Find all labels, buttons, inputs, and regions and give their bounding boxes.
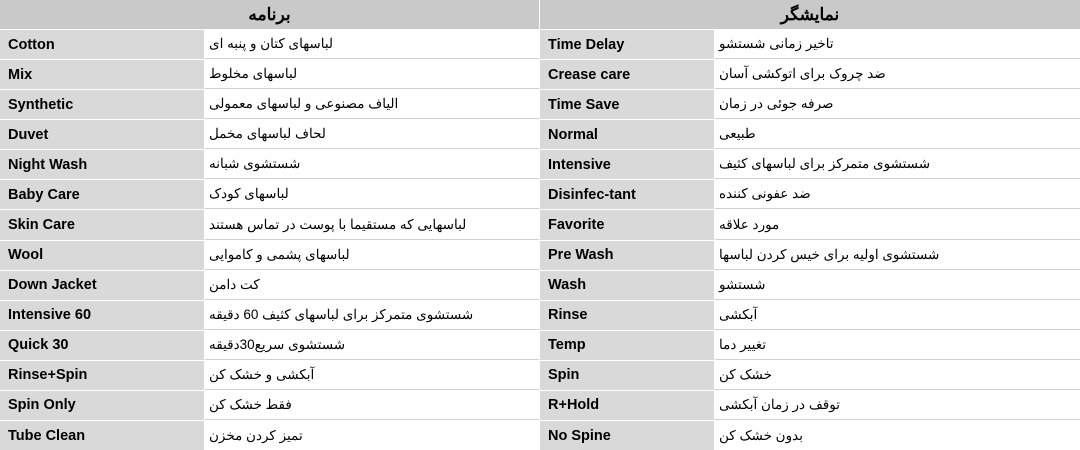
display-name: Time Delay (540, 30, 715, 59)
program-description: تمیز کردن مخزن (205, 421, 539, 450)
program-name: Wool (0, 241, 205, 270)
display-name: Time Save (540, 90, 715, 119)
table-row (540, 271, 1080, 301)
table-row (0, 331, 539, 361)
table-row (540, 241, 1080, 271)
display-name: Crease care (540, 60, 715, 89)
table-row (0, 421, 539, 450)
display-name: Temp (540, 331, 715, 360)
program-description: الیاف مصنوعی و لباسهای معمولی (205, 90, 539, 119)
program-description: لباسهای پشمی و کاموایی (205, 241, 539, 270)
display-description: ضد چروک برای اتوکشی آسان (715, 60, 1080, 89)
program-name: Synthetic (0, 90, 205, 119)
program-name: Down Jacket (0, 271, 205, 300)
program-name: Baby Care (0, 180, 205, 209)
program-name: Quick 30 (0, 331, 205, 360)
table-row (540, 30, 1080, 60)
program-description: شستشوی شبانه (205, 150, 539, 179)
table-row (540, 150, 1080, 180)
display-description: ضد عفونی کننده (715, 180, 1080, 209)
table-row (0, 271, 539, 301)
display-name: Rinse (540, 301, 715, 330)
display-description: بدون خشک کن (715, 421, 1080, 450)
table-row (540, 421, 1080, 450)
program-name: Duvet (0, 120, 205, 149)
table-row (0, 210, 539, 240)
program-name: Skin Care (0, 210, 205, 239)
program-name: Night Wash (0, 150, 205, 179)
program-name: Mix (0, 60, 205, 89)
program-description: لباسهای کتان و پنبه ای (205, 30, 539, 59)
program-name: Spin Only (0, 391, 205, 420)
display-description: صرفه جوئی در زمان (715, 90, 1080, 119)
display-name: R+Hold (540, 391, 715, 420)
program-description: شستشوی سریع30دقیقه (205, 331, 539, 360)
program-description: شستشوی متمرکز برای لباسهای کثیف 60 دقیقه (205, 301, 539, 330)
display-description: تاخیر زمانی شستشو (715, 30, 1080, 59)
display-name: Wash (540, 271, 715, 300)
table-row (540, 361, 1080, 391)
table-row (540, 301, 1080, 331)
display-name: Spin (540, 361, 715, 390)
display-name: Favorite (540, 210, 715, 239)
program-description: کت دامن (205, 271, 539, 300)
display-name: No Spine (540, 421, 715, 450)
display-description: توقف در زمان آبکشی (715, 391, 1080, 420)
display-description: مورد علاقه (715, 210, 1080, 239)
table-row (540, 60, 1080, 90)
program-description: آبکشی و خشک کن (205, 361, 539, 390)
program-rows (0, 30, 539, 450)
table-row (540, 331, 1080, 361)
display-name: Pre Wash (540, 241, 715, 270)
table-row (0, 361, 539, 391)
display-name: Intensive (540, 150, 715, 179)
table-row (540, 210, 1080, 240)
program-panel-header: برنامه (0, 0, 539, 30)
table-row (540, 391, 1080, 421)
program-name: Tube Clean (0, 421, 205, 450)
table-row (540, 90, 1080, 120)
table-row (0, 90, 539, 120)
display-panel-header: نمایشگر (540, 0, 1080, 30)
table-row (0, 150, 539, 180)
display-panel (540, 0, 1080, 450)
table-row (0, 30, 539, 60)
table-row (0, 60, 539, 90)
display-description: خشک کن (715, 361, 1080, 390)
display-description: شستشوی اولیه برای خیس کردن لباسها (715, 241, 1080, 270)
display-description: شستشو (715, 271, 1080, 300)
program-name: Intensive 60 (0, 301, 205, 330)
program-description: لحاف لباسهای مخمل (205, 120, 539, 149)
display-description: تغییر دما (715, 331, 1080, 360)
table-row (0, 120, 539, 150)
table-row (0, 241, 539, 271)
table-row (0, 301, 539, 331)
program-description: لباسهای مخلوط (205, 60, 539, 89)
display-description: شستشوی متمرکز برای لباسهای کثیف (715, 150, 1080, 179)
display-name: Normal (540, 120, 715, 149)
display-description: آبکشی (715, 301, 1080, 330)
program-description: لباسهایی که مستقیما با پوست در تماس هستند (205, 210, 539, 239)
program-name: Rinse+Spin (0, 361, 205, 390)
display-rows (540, 30, 1080, 450)
program-description: لباسهای کودک (205, 180, 539, 209)
table-row (0, 180, 539, 210)
program-description: فقط خشک کن (205, 391, 539, 420)
program-name: Cotton (0, 30, 205, 59)
table-row (540, 180, 1080, 210)
display-description: طبیعی (715, 120, 1080, 149)
display-name: Disinfec-tant (540, 180, 715, 209)
table-row (0, 391, 539, 421)
table-row (540, 120, 1080, 150)
